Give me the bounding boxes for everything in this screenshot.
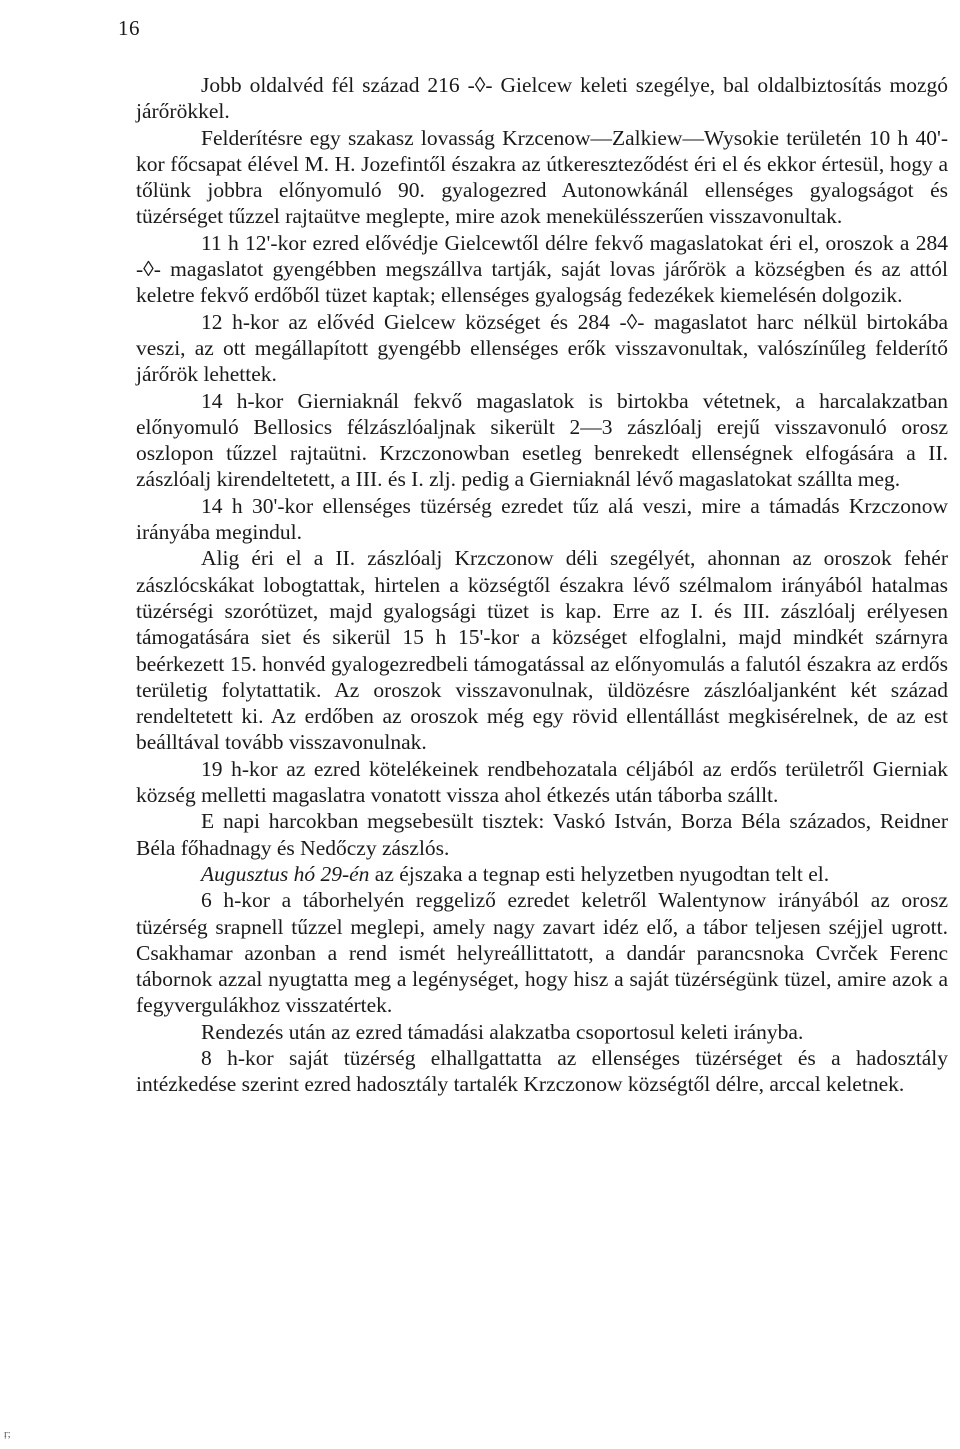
page-number: 16	[118, 16, 140, 40]
paragraph: 12 h-kor az elővéd Gielcew községet és 284 -◊- magaslatot harc nélkül birtokába veszi, az ott megállapított gyengébb ellenséges erők visszavonultak, valószínűleg felderítő járőrök lehettek.	[136, 309, 948, 387]
dated-paragraph	[136, 861, 948, 887]
paragraph: Rendezés után az ezred támadási alakzatba csoportosul keleti irányba.	[201, 1019, 804, 1044]
paragraph: 19 h-kor az ezred kötelékeinek rendbehozatala céljából az erdős területről Gierniak község melletti magaslatra vonatott vissza ahol étkezés után táborba szállt.	[136, 756, 948, 808]
paragraph: 8 h-kor saját tüzérség elhallgattatta az ellenséges tüzérséget és a hadosztály intézkedése szerint ezred hadosztály tartalék Krzczonow községtől délre, arccal keletnek.	[136, 1045, 948, 1097]
paragraph: 14 h-kor Gierniaknál fekvő magaslatok is birtokba vétetnek, a harcalakzatban előnyomuló Bellosics félzászlóaljnak sikerült 2—3 zászlóalj erejű visszavonuló orosz oszlopon tűzzel rajtaütni. Krzczonowban esetleg benrekedt ellenségnek elfogására a II. zászlóalj kirendeltetett, a III. és I. zlj. pedig a Gierniaknál lévő magaslatokat szállta meg.	[136, 388, 948, 492]
paragraph: Jobb oldalvéd fél század 216 -◊- Gielcew keleti szegélye, bal oldalbiztosítás mozgó járőrökkel.	[136, 73, 948, 124]
scan-corner-mark: ŗ;	[4, 1428, 11, 1440]
body-text	[136, 72, 948, 1098]
paragraph: E napi harcokban megsebesült tisztek: Vaskó István, Borza Béla százados, Reidner Béla főhadnagy és Nedőczy zászlós.	[136, 809, 948, 860]
paragraph: 6 h-kor a táborhelyén reggeliző ezredet keletről Walentynow irányából az orosz tüzérség srapnell tűzzel meglepi, amely nagy zavart idéz elő, a tábor teljesen széjjel ugrott. Csakhamar azonban a rend ismét helyreállittatott, a dandár parancsnoka Cvrček Ferenc tábornok azzal nyugtatta meg a legénységet, hogy hisz a saját tüzérségünk tüzel, amire azok a fegyvergulákhoz visszatértek.	[136, 888, 948, 1018]
date-heading: Augusztus hó 29-én	[201, 861, 370, 886]
paragraph: Felderítésre egy szakasz lovasság Krzcenow—Zalkiew—Wysokie területén 10 h 40'-kor főcsapat élével M. H. Jozefintől északra az útkereszteződést éri el és ekkor értesül, hogy a tőlünk jobbra előnyomuló 90. gyalogezred Autonowkánál ellenséges gyalogságot és tüzérséget tűzzel rajtaütve meglepte, mire azok menekülésszerűen visszavonultak.	[136, 125, 948, 229]
paragraph: Alig éri el a II. zászlóalj Krzczonow déli szegélyét, ahonnan az oroszok fehér zászlócskákat lobogtattak, hirtelen a községtől északra lévő szélmalom irányából hatalmas tüzérségi szorótüzet, majd gyalogsági tüzet is kap. Erre az I. és III. zászlóalj erélyesen támogatására siet és sikerül 15 h 15'-kor a községet elfoglalni, majd mindkét szárnyra beérkezett 15. honvéd gyalogezredbeli támogatással az előnyomulás a falutól északra az erdős területig folytattatik. Az oroszok visszavonulnak, üldözésre zászlóaljanként két század rendeltetett ki. Az erdőben az oroszok még egy rövid ellentállást megkisérelnek, de az est beálltával tovább visszavonulnak.	[136, 546, 948, 755]
paragraph: 11 h 12'-kor ezred elővédje Gielcewtől délre fekvő magaslatokat éri el, oroszok a 284 -◊- magaslatot gyengébben megszállva tartják, saját lovas járőrök a községben és az attól keletre fekvő erdőből tüzet kaptak; ellenséges gyalogság fedezékek kiemelésén dolgozik.	[136, 230, 948, 308]
dated-paragraph-text: az éjszaka a tegnap esti helyzetben nyugodtan telt el.	[369, 861, 830, 886]
paragraph: 14 h 30'-kor ellenséges tüzérség ezredet tűz alá veszi, mire a támadás Krzczonow irányába megindul.	[136, 493, 948, 545]
